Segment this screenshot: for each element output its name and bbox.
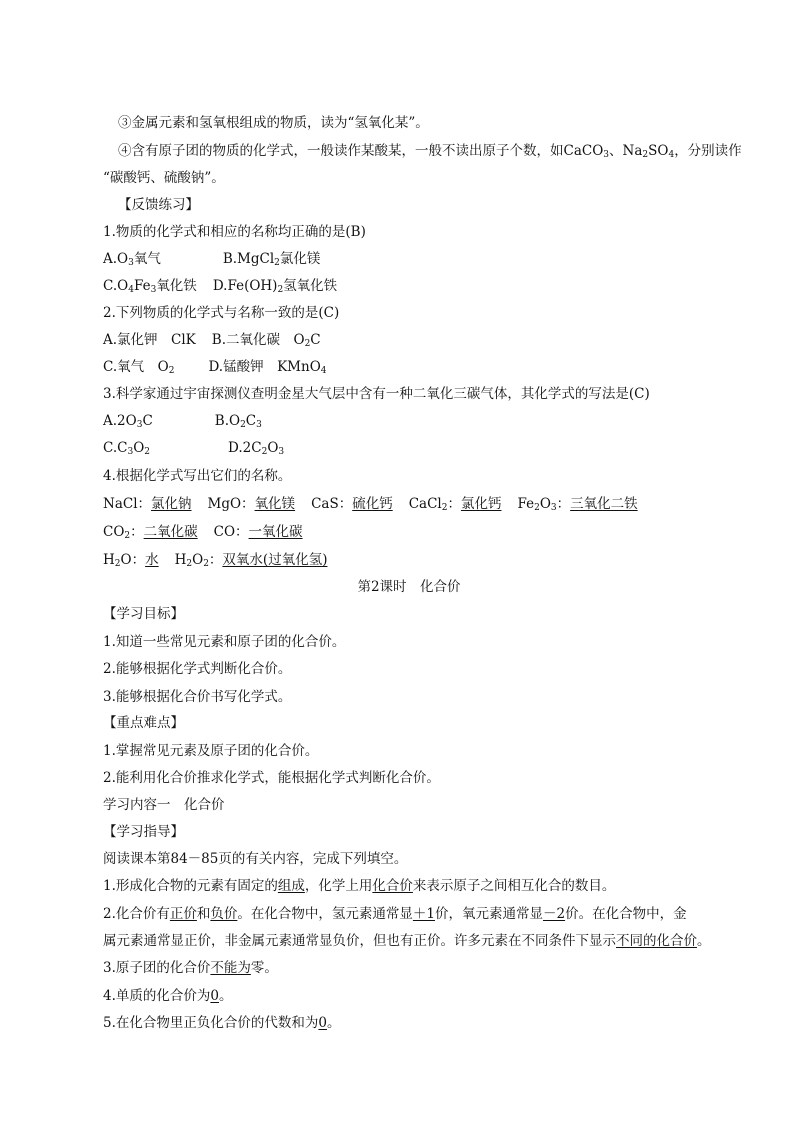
option-line: A.氯化钾 ClK B.二氧化碳 $O_2C$ (103, 332, 321, 349)
option-line: C.氧气 $O_2$ D.锰酸钾 KMnO$_4$ (103, 359, 327, 376)
text-line: ④含有原子团的物质的化学式，一般读作某酸某，一般不读出原子个数，如CaCO$_3$、$Na_2SO_4$，分别读作 (118, 143, 742, 160)
fill-blank-line: 1.形成化合物的元素有固定的组成，化学上用化合价来表示原子之间相互化合的数目。 (103, 878, 616, 894)
option-line: $A.O_3$氧气 B.MgCl$_2$氯化镁 (103, 251, 321, 268)
text-line: 阅读课本第84－85页的有关内容，完成下列填空。 (103, 851, 408, 867)
section-heading: 【重点难点】 (103, 715, 184, 731)
answer-line: $H_2O$：水 $H_2O_2$：双氧水(过氧化氢) (103, 552, 328, 569)
text-line: 2.能利用化合价推求化学式，能根据化学式判断化合价。 (103, 770, 440, 786)
answer-line: NaCl：氯化钠 MgO：氧化镁 CaS：硫化钙 CaCl$_2$：氯化钙 $Fe_2O_3$：三氧化二铁 (103, 496, 638, 513)
option-line: $A.2O_3C$ $B.O_2C_3$ (103, 413, 262, 430)
text-line: “碳酸钙、硫酸钠”。 (103, 170, 225, 186)
text-line: 1.掌握常见元素及原子团的化合价。 (103, 743, 319, 759)
section-heading: 【学习指导】 (103, 824, 184, 840)
text-line: 3.能够根据化合价书写化学式。 (103, 689, 292, 705)
question: 1.物质的化学式和相应的名称均正确的是(B) (103, 224, 366, 240)
section-heading: 【学习目标】 (103, 606, 184, 622)
section-heading: 【反馈练习】 (118, 197, 199, 213)
answer-line: $CO_2$：二氧化碳 CO：一氧化碳 (103, 524, 303, 541)
question: 2.下列物质的化学式与名称一致的是(C) (103, 305, 340, 321)
question: 4.根据化学式写出它们的名称。 (103, 468, 292, 484)
fill-blank-line: 2.化合价有正价和负价。在化合物中，氢元素通常显＋1价，氧元素通常显－2价。在化合物中，金 (103, 906, 687, 922)
option-line: $C.O_4Fe_3$氧化铁 $D.Fe(OH)_2$氢氧化铁 (103, 278, 338, 295)
text-line: 1.知道一些常见元素和原子团的化合价。 (103, 634, 346, 650)
fill-blank-line: 3.原子团的化合价不能为零。 (103, 960, 278, 976)
text-line: ③金属元素和氢氧根组成的物质，读为“氢氧化某”。 (118, 115, 429, 131)
fill-blank-line: 5.在化合物里正负化合价的代数和为0。 (103, 1015, 341, 1031)
question: 3.科学家通过宇宙探测仪查明金星大气层中含有一种二氧化三碳气体，其化学式的写法是(C) (103, 386, 650, 402)
text-line: 2.能够根据化学式判断化合价。 (103, 661, 292, 677)
fill-blank-line: 4.单质的化合价为0。 (103, 988, 233, 1004)
fill-blank-line: 属元素通常显正价，非金属元素通常显负价，但也有正价。许多元素在不同条件下显示不同的化合价。 (103, 933, 711, 949)
lesson-title: 第2课时 化合价 (357, 579, 461, 595)
option-line: $C.C_3O_2$ $D.2C_2O_3$ (103, 440, 285, 457)
subsection-title: 学习内容一 化合价 (103, 797, 225, 813)
